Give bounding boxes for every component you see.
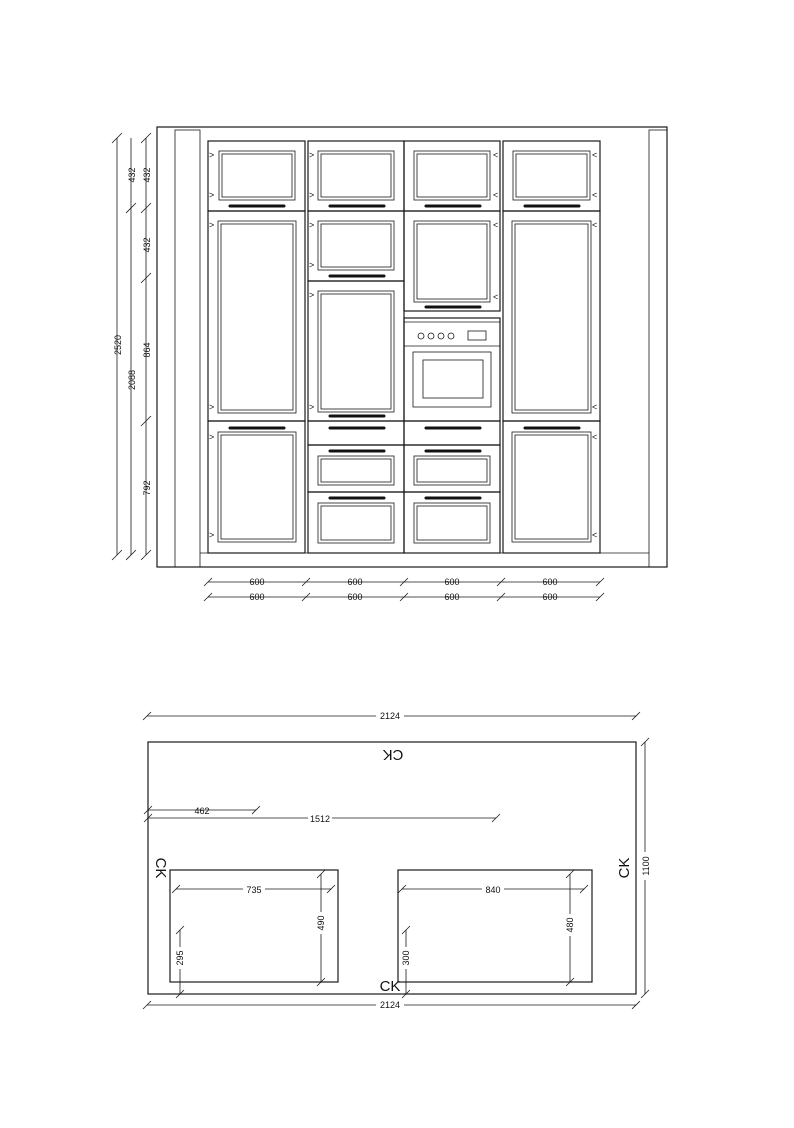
dim-offset-long: 1512 bbox=[309, 814, 331, 824]
oven-knob bbox=[438, 333, 444, 339]
edge-label-right: CK bbox=[616, 857, 633, 879]
cabinet-elevation bbox=[157, 127, 667, 567]
svg-text:>: > bbox=[209, 530, 215, 540]
dim-total-height: 2520 bbox=[113, 334, 123, 356]
dim-base: 792 bbox=[142, 480, 152, 496]
height-dimensions bbox=[112, 133, 152, 560]
svg-text:>: > bbox=[309, 290, 315, 300]
svg-text:>: > bbox=[309, 220, 315, 230]
dim-left-cutout-offset: 295 bbox=[175, 950, 185, 966]
svg-text:>: > bbox=[309, 402, 315, 412]
base-cabinet-door bbox=[208, 421, 305, 553]
dim-upper: 432 bbox=[142, 237, 152, 253]
svg-text:<: < bbox=[592, 150, 598, 160]
dim-width-2-4: 600 bbox=[542, 592, 558, 602]
wall-cabinet-door bbox=[208, 141, 305, 211]
wall-cabinet-door bbox=[308, 141, 404, 211]
dim-width-1-3: 600 bbox=[444, 577, 460, 587]
wall-outline bbox=[157, 127, 667, 567]
svg-text:<: < bbox=[493, 150, 499, 160]
dim-right-cutout-width: 840 bbox=[485, 885, 501, 895]
dim-offset-short: 462 bbox=[194, 806, 210, 816]
dim-top-row-a: 432 bbox=[127, 167, 137, 183]
oven-knob bbox=[428, 333, 434, 339]
column-2 bbox=[308, 141, 404, 553]
svg-text:>: > bbox=[209, 432, 215, 442]
right-side-panel bbox=[649, 130, 667, 567]
dim-width-2-3: 600 bbox=[444, 592, 460, 602]
upper-cabinet-door bbox=[404, 211, 500, 311]
dim-depth: 1100 bbox=[641, 856, 651, 876]
bottom-drawer bbox=[404, 492, 500, 553]
svg-text:>: > bbox=[309, 260, 315, 270]
svg-text:<: < bbox=[592, 190, 598, 200]
dim-width-1-2: 600 bbox=[347, 577, 363, 587]
top-drawer bbox=[308, 421, 404, 445]
tall-cabinet-door bbox=[208, 211, 305, 421]
wall-cabinet-door bbox=[404, 141, 500, 211]
tall-cabinet-door bbox=[503, 211, 600, 421]
svg-text:<: < bbox=[493, 220, 499, 230]
dim-right-cutout-offset: 300 bbox=[401, 950, 411, 966]
base-cabinet-door bbox=[503, 421, 600, 553]
worktop-outline bbox=[148, 742, 636, 994]
wall-cabinet-door bbox=[503, 141, 600, 211]
oven-knob bbox=[448, 333, 454, 339]
bottom-drawer bbox=[308, 492, 404, 553]
svg-text:<: < bbox=[493, 292, 499, 302]
dim-width-1-1: 600 bbox=[249, 577, 265, 587]
dim-width-1-4: 600 bbox=[542, 577, 558, 587]
svg-text:>: > bbox=[309, 190, 315, 200]
column-1 bbox=[208, 141, 305, 553]
svg-text:<: < bbox=[592, 220, 598, 230]
svg-text:<: < bbox=[592, 432, 598, 442]
svg-text:<: < bbox=[493, 190, 499, 200]
width-dimensions bbox=[204, 577, 604, 602]
edge-label-top: CK bbox=[382, 746, 404, 763]
svg-text:>: > bbox=[209, 402, 215, 412]
dim-left-cutout-depth: 490 bbox=[316, 915, 326, 931]
column-4 bbox=[503, 141, 600, 553]
edge-label-bottom: CK bbox=[379, 978, 401, 995]
dim-width-2-1: 600 bbox=[249, 592, 265, 602]
svg-text:<: < bbox=[592, 530, 598, 540]
dim-middle: 864 bbox=[142, 342, 152, 358]
svg-text:>: > bbox=[209, 190, 215, 200]
countertop-plan bbox=[143, 710, 651, 1011]
svg-text:>: > bbox=[209, 150, 215, 160]
svg-text:>: > bbox=[309, 150, 315, 160]
left-side-panel bbox=[175, 130, 200, 567]
svg-text:>: > bbox=[209, 220, 215, 230]
oven-knob bbox=[418, 333, 424, 339]
dim-total-width-top: 2124 bbox=[379, 711, 401, 721]
upper-cabinet-door bbox=[308, 211, 404, 281]
dim-width-2-2: 600 bbox=[347, 592, 363, 602]
column-3 bbox=[404, 141, 500, 553]
top-drawer bbox=[404, 421, 500, 445]
dim-left-cutout-width: 735 bbox=[246, 885, 262, 895]
dim-total-width-bottom: 2124 bbox=[379, 1000, 401, 1010]
dim-top-row-b: 432 bbox=[142, 167, 152, 183]
oven-window bbox=[423, 360, 483, 398]
edge-label-left: CK bbox=[152, 857, 169, 879]
dim-right-cutout-depth: 480 bbox=[565, 917, 575, 933]
middle-cabinet-door bbox=[308, 281, 404, 421]
oven-display bbox=[468, 331, 486, 340]
svg-text:<: < bbox=[592, 402, 598, 412]
dim-tall-height: 2088 bbox=[127, 369, 137, 391]
